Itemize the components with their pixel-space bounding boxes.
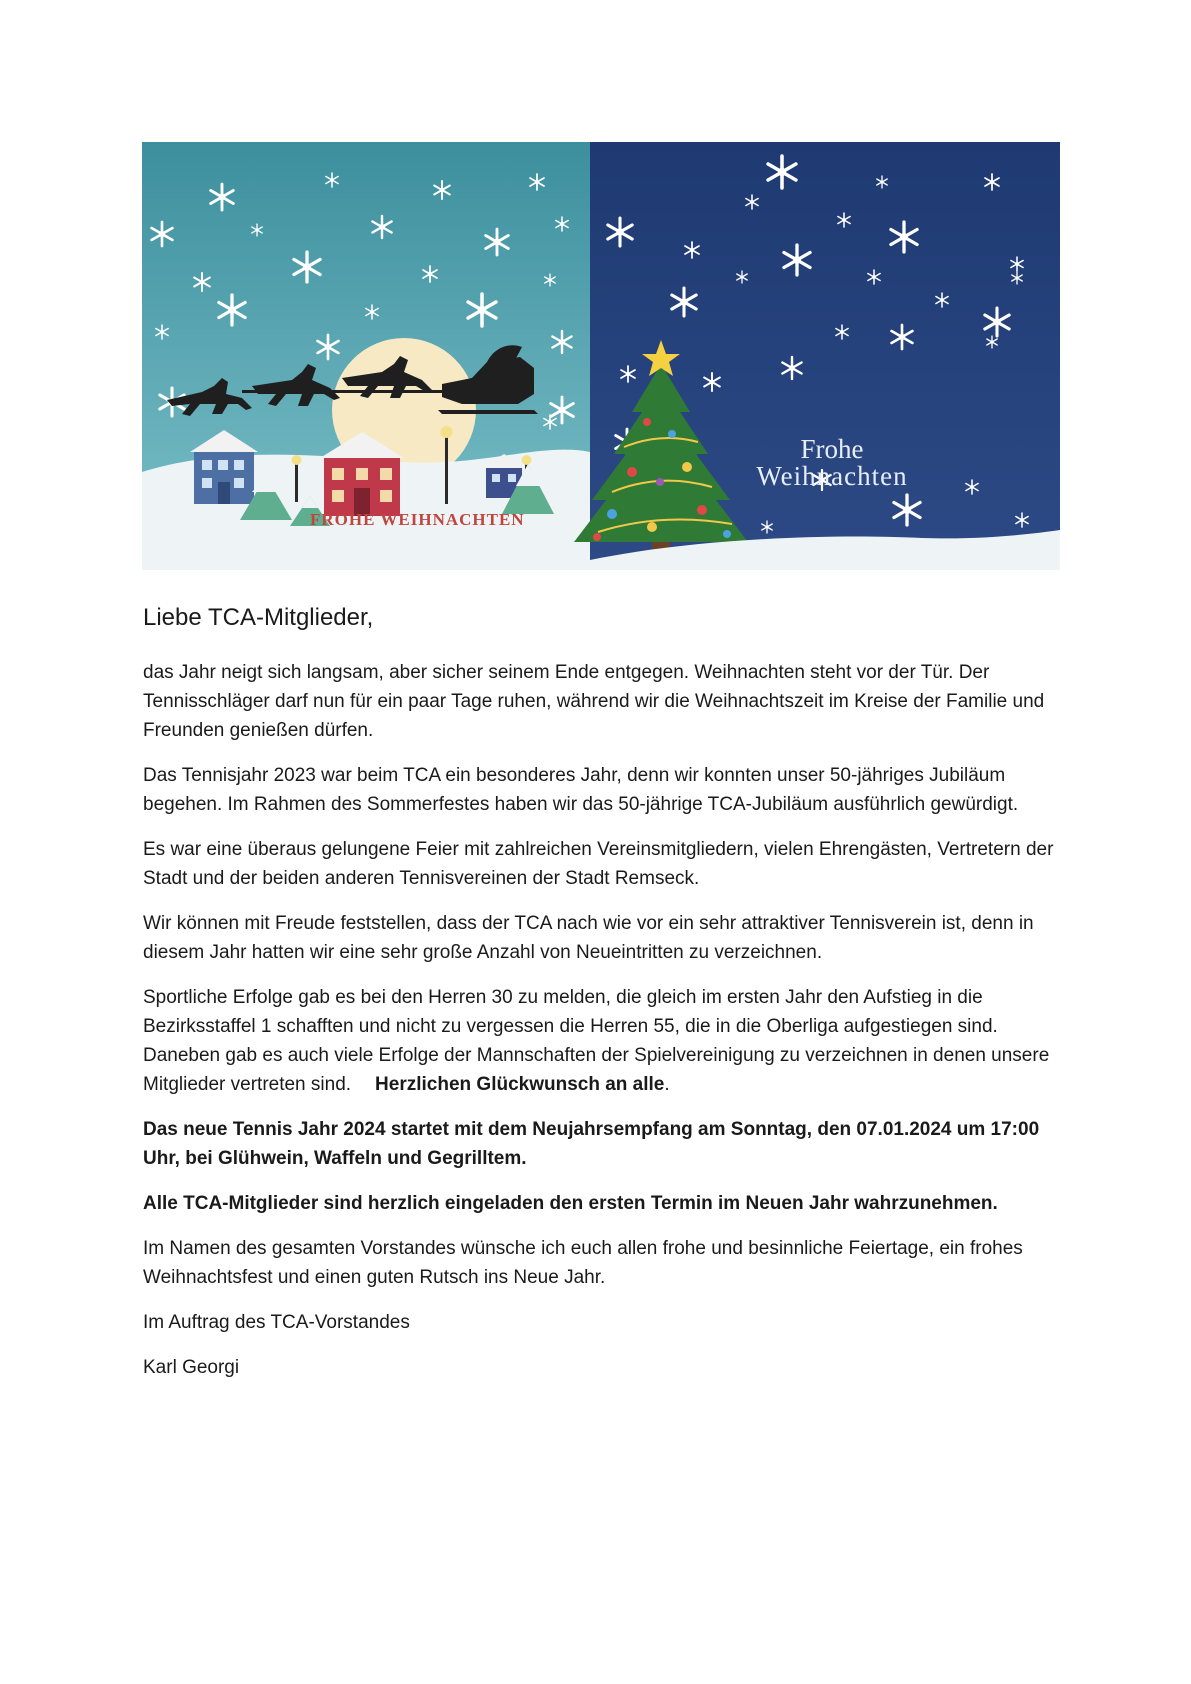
paragraph-3: Es war eine überaus gelungene Feier mit zahlreichen Vereinsmitgliedern, vielen Ehrengästen, Vertretern der Stadt und der beiden anderen Tennisvereinen der Stadt Remseck.: [143, 839, 1054, 889]
banner-right-caption-line1: Frohe: [800, 434, 864, 464]
signature: Karl Georgi: [143, 1357, 240, 1378]
congratulations: Herzlichen Glückwunsch an alle: [375, 1074, 665, 1095]
banner-left-caption: FROHE WEIHNACHTEN: [310, 510, 525, 529]
paragraph-2: Das Tennisjahr 2023 war beim TCA ein besonderes Jahr, denn wir konnten unser 50-jähriges Jubiläum begehen. Im Rahmen des Sommerfestes haben wir das 50-jährige TCA-Jubiläum ausführlich gewürdigt.: [143, 765, 1019, 815]
paragraph-6-new-year-event: Das neue Tennis Jahr 2024 startet mit dem Neujahrsempfang am Sonntag, den 07.01.2024 um 17:00 Uhr, bei Glühwein, Waffeln und Gegrilltem.: [143, 1119, 1040, 1169]
banner-right-caption-line2: Weihnachten: [756, 461, 908, 491]
paragraph-5: [143, 983, 1063, 1099]
salutation: Liebe TCA-Mitglieder,: [143, 604, 374, 631]
christmas-banner: [142, 142, 1060, 570]
paragraph-7-invitation: Alle TCA-Mitglieder sind herzlich eingeladen den ersten Termin im Neuen Jahr wahrzunehmen.: [143, 1193, 998, 1214]
paragraph-1: das Jahr neigt sich langsam, aber sicher seinem Ende entgegen. Weihnachten steht vor der Tür. Der Tennisschläger darf nun für ein paar Tage ruhen, während wir die Weihnachtszeit im Kreise der Familie und Freunden genießen dürfen.: [143, 662, 1045, 741]
christmas-banner-image: [142, 142, 1060, 570]
paragraph-5-end: .: [664, 1074, 670, 1095]
closing: Im Auftrag des TCA-Vorstandes: [143, 1312, 410, 1333]
paragraph-4: Wir können mit Freude feststellen, dass der TCA nach wie vor ein sehr attraktiver Tennisverein ist, denn in diesem Jahr hatten wir eine sehr große Anzahl von Neueintritten zu verzeichnen.: [143, 913, 1034, 963]
paragraph-8: Im Namen des gesamten Vorstandes wünsche ich euch allen frohe und besinnliche Feiertage, ein frohes Weihnachtsfest und einen guten Rutsch ins Neue Jahr.: [143, 1238, 1023, 1288]
letter-body: [143, 604, 1063, 1398]
paragraph-5-text: Sportliche Erfolge gab es bei den Herren 30 zu melden, die gleich im ersten Jahr den Aufstieg in die Bezirksstaffel 1 schafften und nicht zu vergessen die Herren 55, die in die Oberliga aufgestiegen sind. Daneben gab es auch viele Erfolge der Mannschaften der Spielvereinigung zu verzeichnen in denen unsere Mitglieder vertreten sind.: [143, 987, 1050, 1095]
